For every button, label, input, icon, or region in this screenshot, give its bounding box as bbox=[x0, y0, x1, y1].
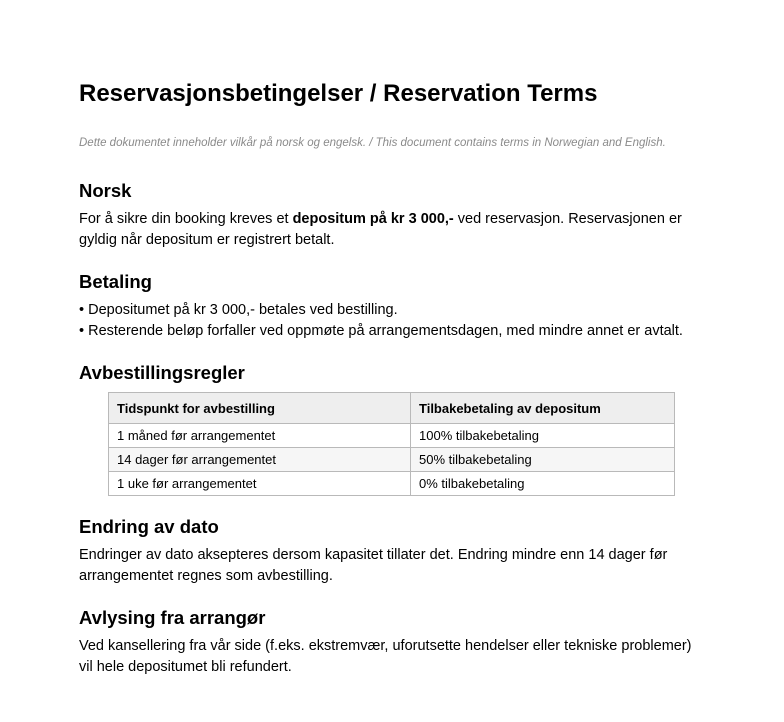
payment-list bbox=[79, 300, 683, 342]
list-item: • Resterende beløp forfaller ved oppmøte på arrangementsdagen, med mindre annet er avtalt. bbox=[79, 323, 683, 339]
table-cell: 1 måned før arrangementet bbox=[109, 424, 411, 448]
deposit-amount-emphasis: depositum på kr 3 000,- bbox=[292, 211, 454, 227]
table-cell: 100% tilbakebetaling bbox=[411, 424, 675, 448]
table-row bbox=[109, 424, 675, 448]
table-row bbox=[109, 472, 675, 496]
table-header-row bbox=[109, 393, 675, 424]
section-heading-betaling: Betaling bbox=[79, 271, 152, 292]
list-item: • Depositumet på kr 3 000,- betales ved bestilling. bbox=[79, 302, 398, 318]
endring-paragraph: Endringer av dato aksepteres dersom kapasitet tillater det. Endring mindre enn 14 dager før arrangementet regnes som avbestilling. bbox=[79, 547, 668, 584]
cancellation-table bbox=[108, 392, 675, 496]
column-header-refund: Tilbakebetaling av depositum bbox=[411, 393, 675, 424]
section-heading-avlysing: Avlysing fra arrangør bbox=[79, 607, 266, 628]
table-cell: 0% tilbakebetaling bbox=[411, 472, 675, 496]
column-header-time: Tidspunkt for avbestilling bbox=[109, 393, 411, 424]
norsk-text-start: For å sikre din booking kreves et bbox=[79, 211, 293, 227]
document-title: Reservasjonsbetingelser / Reservation Terms bbox=[79, 80, 598, 107]
table-cell: 1 uke før arrangementet bbox=[109, 472, 411, 496]
norsk-text-end: ved reservasjon. Reservasjonen er gyldig når depositum er registrert betalt. bbox=[79, 211, 682, 248]
table-cell: 14 dager før arrangementet bbox=[109, 448, 411, 472]
document-subtitle: Dette dokumentet inneholder vilkår på norsk og engelsk. / This document contains terms in Norwegian and English. bbox=[79, 137, 666, 149]
section-heading-norsk: Norsk bbox=[79, 180, 132, 201]
norsk-paragraph bbox=[79, 209, 709, 251]
section-heading-avbestilling: Avbestillingsregler bbox=[79, 362, 245, 383]
section-heading-endring: Endring av dato bbox=[79, 516, 219, 537]
table-cell: 50% tilbakebetaling bbox=[411, 448, 675, 472]
table-row bbox=[109, 448, 675, 472]
avlysing-paragraph: Ved kansellering fra vår side (f.eks. ekstremvær, uforutsette hendelser eller tekniske problemer) vil hele depositumet bli refundert. bbox=[79, 638, 692, 675]
